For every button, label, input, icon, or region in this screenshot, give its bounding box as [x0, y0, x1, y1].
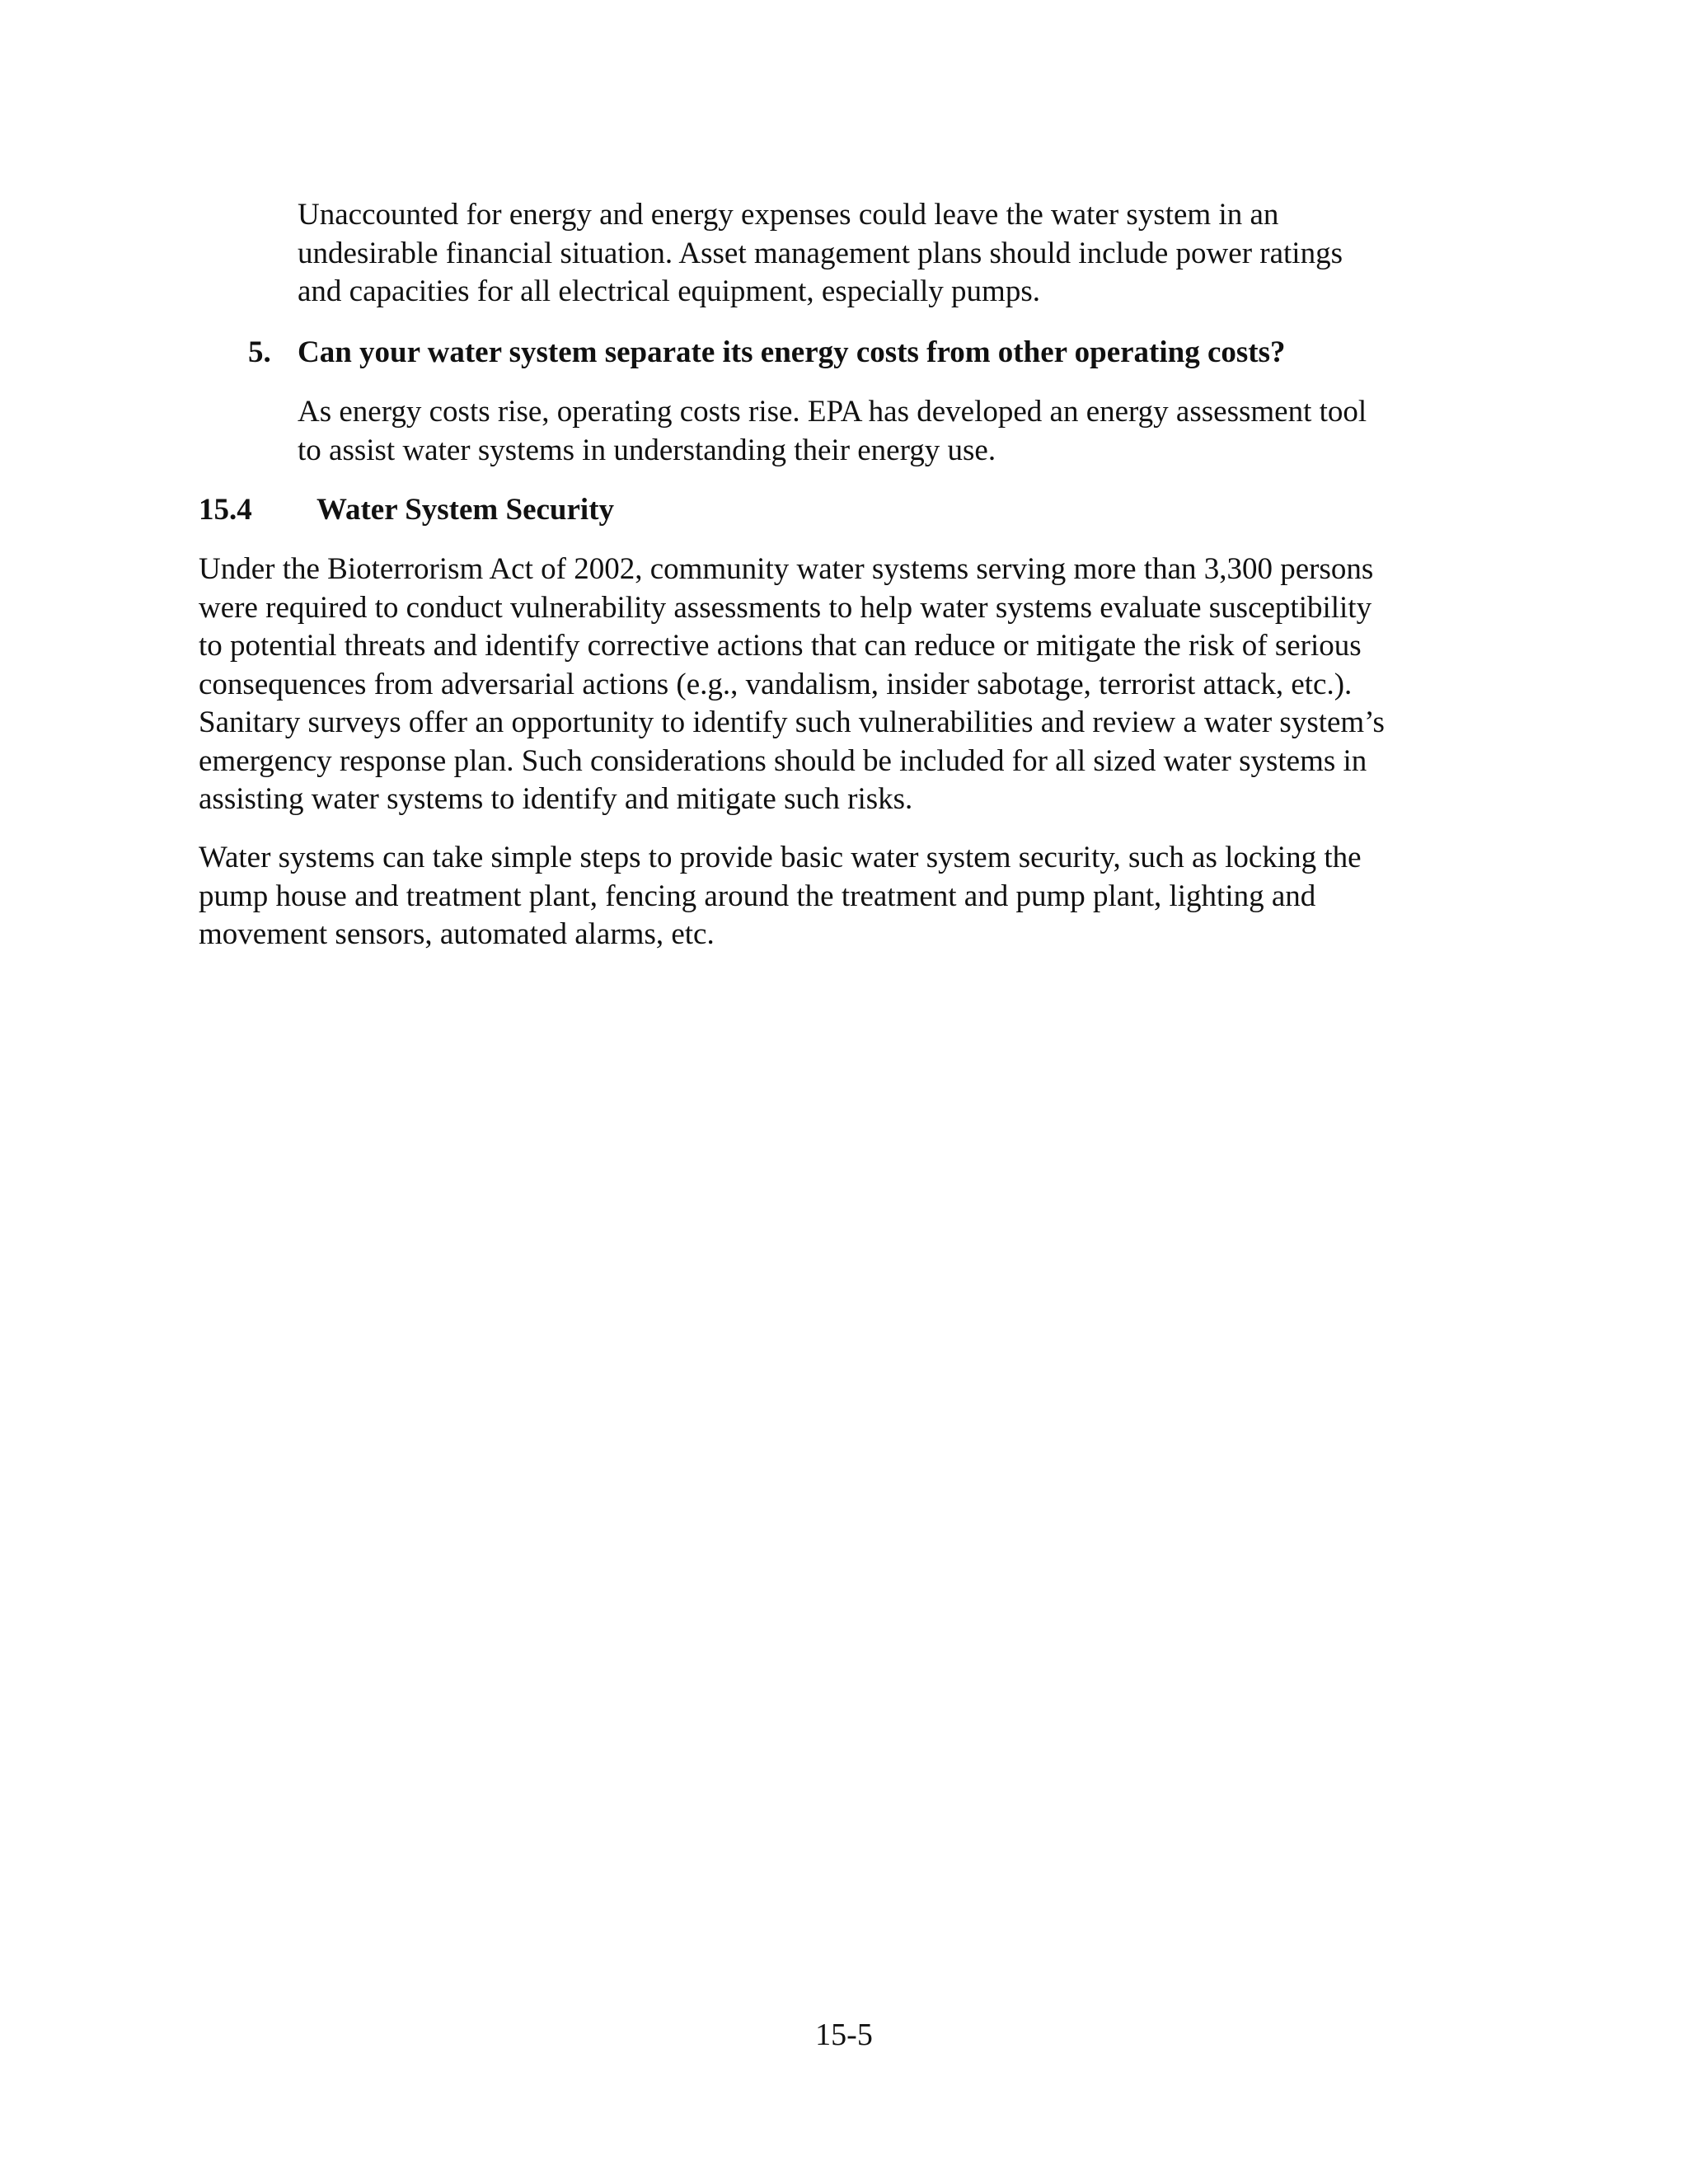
paragraph-line: Under the Bioterrorism Act of 2002, community water systems serving more than 3,300 persons	[199, 552, 1374, 586]
page-number: 15-5	[815, 2018, 873, 2052]
paragraph-line: As energy costs rise, operating costs rise. EPA has developed an energy assessment tool	[298, 395, 1367, 429]
paragraph-line: emergency response plan. Such considerations should be included for all sized water systems in	[199, 743, 1367, 778]
paragraph-line: were required to conduct vulnerability assessments to help water systems evaluate susceptibility	[199, 590, 1372, 625]
paragraph-line: Water systems can take simple steps to provide basic water system security, such as locking the	[199, 841, 1362, 874]
paragraph-line: and capacities for all electrical equipment, especially pumps.	[298, 274, 1040, 308]
paragraph-line: undesirable financial situation. Asset management plans should include power ratings	[298, 236, 1343, 270]
paragraph-line: to potential threats and identify corrective actions that can reduce or mitigate the risk of serious	[199, 629, 1362, 663]
question-text: Can your water system separate its energy costs from other operating costs?	[298, 335, 1286, 369]
section-title: Water System Security	[316, 493, 615, 527]
continued-paragraph	[298, 196, 1343, 312]
body-paragraph	[199, 551, 1385, 819]
question-number: 5.	[248, 335, 271, 369]
paragraph-line: assisting water systems to identify and mitigate such risks.	[199, 782, 913, 816]
paragraph-line: Sanitary surveys offer an opportunity to identify such vulnerabilities and review a water system’s	[199, 705, 1385, 739]
paragraph-line: pump house and treatment plant, fencing around the treatment and pump plant, lighting and	[199, 879, 1316, 913]
body-paragraph	[199, 839, 1362, 954]
section-number: 15.4	[199, 493, 252, 527]
paragraph-line: consequences from adversarial actions (e.g., vandalism, insider sabotage, terrorist attack, etc.).	[199, 667, 1353, 701]
paragraph-line: movement sensors, automated alarms, etc.	[199, 917, 715, 951]
question-answer	[298, 393, 1367, 470]
paragraph-line: Unaccounted for energy and energy expenses could leave the water system in an	[298, 198, 1279, 232]
paragraph-line: to assist water systems in understanding their energy use.	[298, 433, 996, 467]
